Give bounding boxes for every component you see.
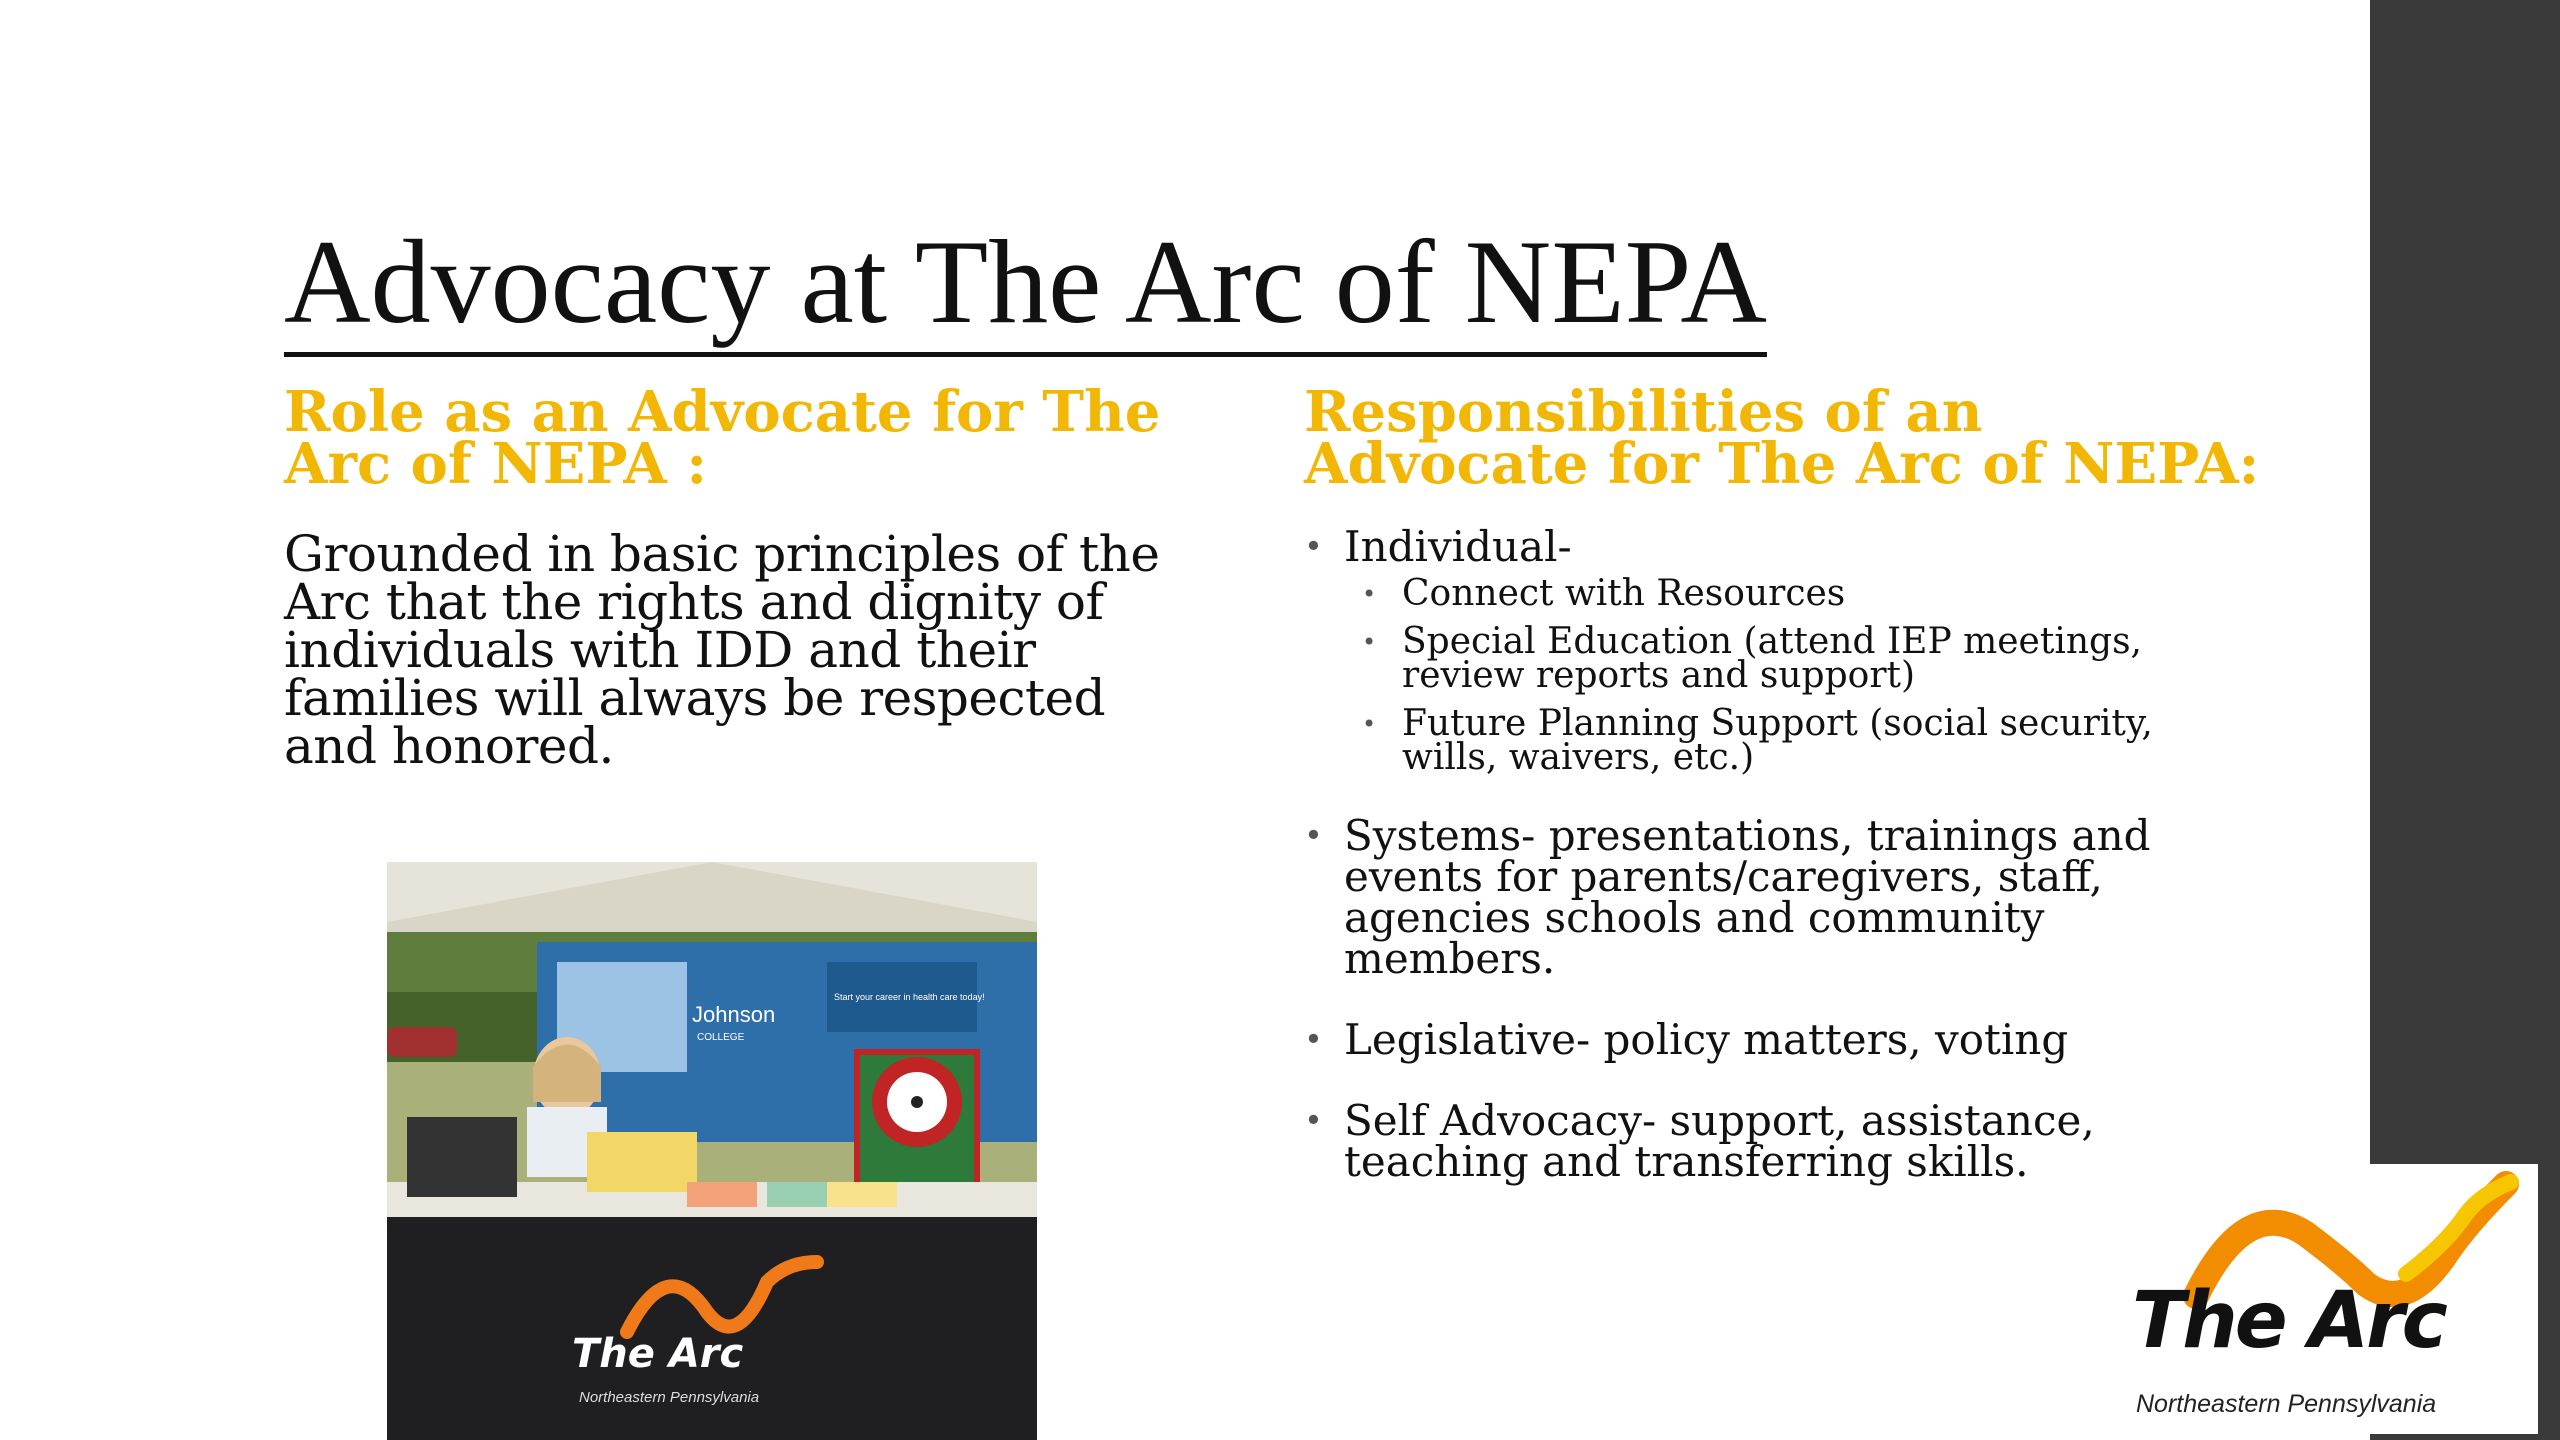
banner-ad-text: Start your career in health care today!: [834, 992, 985, 1002]
list-item-self-advocacy: • Self Advocacy- support, assistance, teaching and transferring skills.: [1304, 1100, 2204, 1182]
sub-list-item: • Future Planning Support (social security, wills, waivers, etc.): [1344, 707, 2204, 775]
banner-text: Johnson: [692, 1002, 776, 1027]
slide-title: Advocacy at The Arc of NEPA: [284, 212, 1767, 357]
sub-list-item: • Special Education (attend IEP meetings, review reports and support): [1344, 625, 2204, 693]
list-item-label: Individual-: [1344, 522, 1572, 571]
logo-name: The Arc: [2132, 1276, 2445, 1366]
sub-list-item: • Connect with Resources: [1344, 577, 2204, 611]
tablecloth-logo-text: The Arc: [572, 1331, 744, 1377]
responsibilities-list: [1304, 522, 2204, 1222]
list-item-systems: • Systems- presentations, trainings and events for parents/caregivers, staff, agencies schools and community members.: [1304, 815, 2204, 979]
list-item-legislative: • Legislative- policy matters, voting: [1304, 1019, 2204, 1060]
individual-sub-list: [1344, 573, 2204, 778]
left-body-text: Grounded in basic principles of the Arc that the rights and dignity of individuals with IDD and their families will always be respected and honored.: [284, 525, 1160, 775]
left-heading: Role as an Advocate for The Arc of NEPA :: [284, 379, 1161, 497]
banner-sub-text: COLLEGE: [697, 1032, 745, 1043]
tablecloth-sub-text: Northeastern Pennsylvania: [579, 1389, 760, 1406]
list-item-individual: [1304, 522, 2204, 778]
event-booth-photo: [387, 862, 1037, 1440]
the-arc-logo: [2106, 1164, 2538, 1434]
logo-subtitle: Northeastern Pennsylvania: [2136, 1390, 2437, 1418]
right-heading: Responsibilities of an Advocate for The Arc of NEPA:: [1304, 379, 2260, 497]
